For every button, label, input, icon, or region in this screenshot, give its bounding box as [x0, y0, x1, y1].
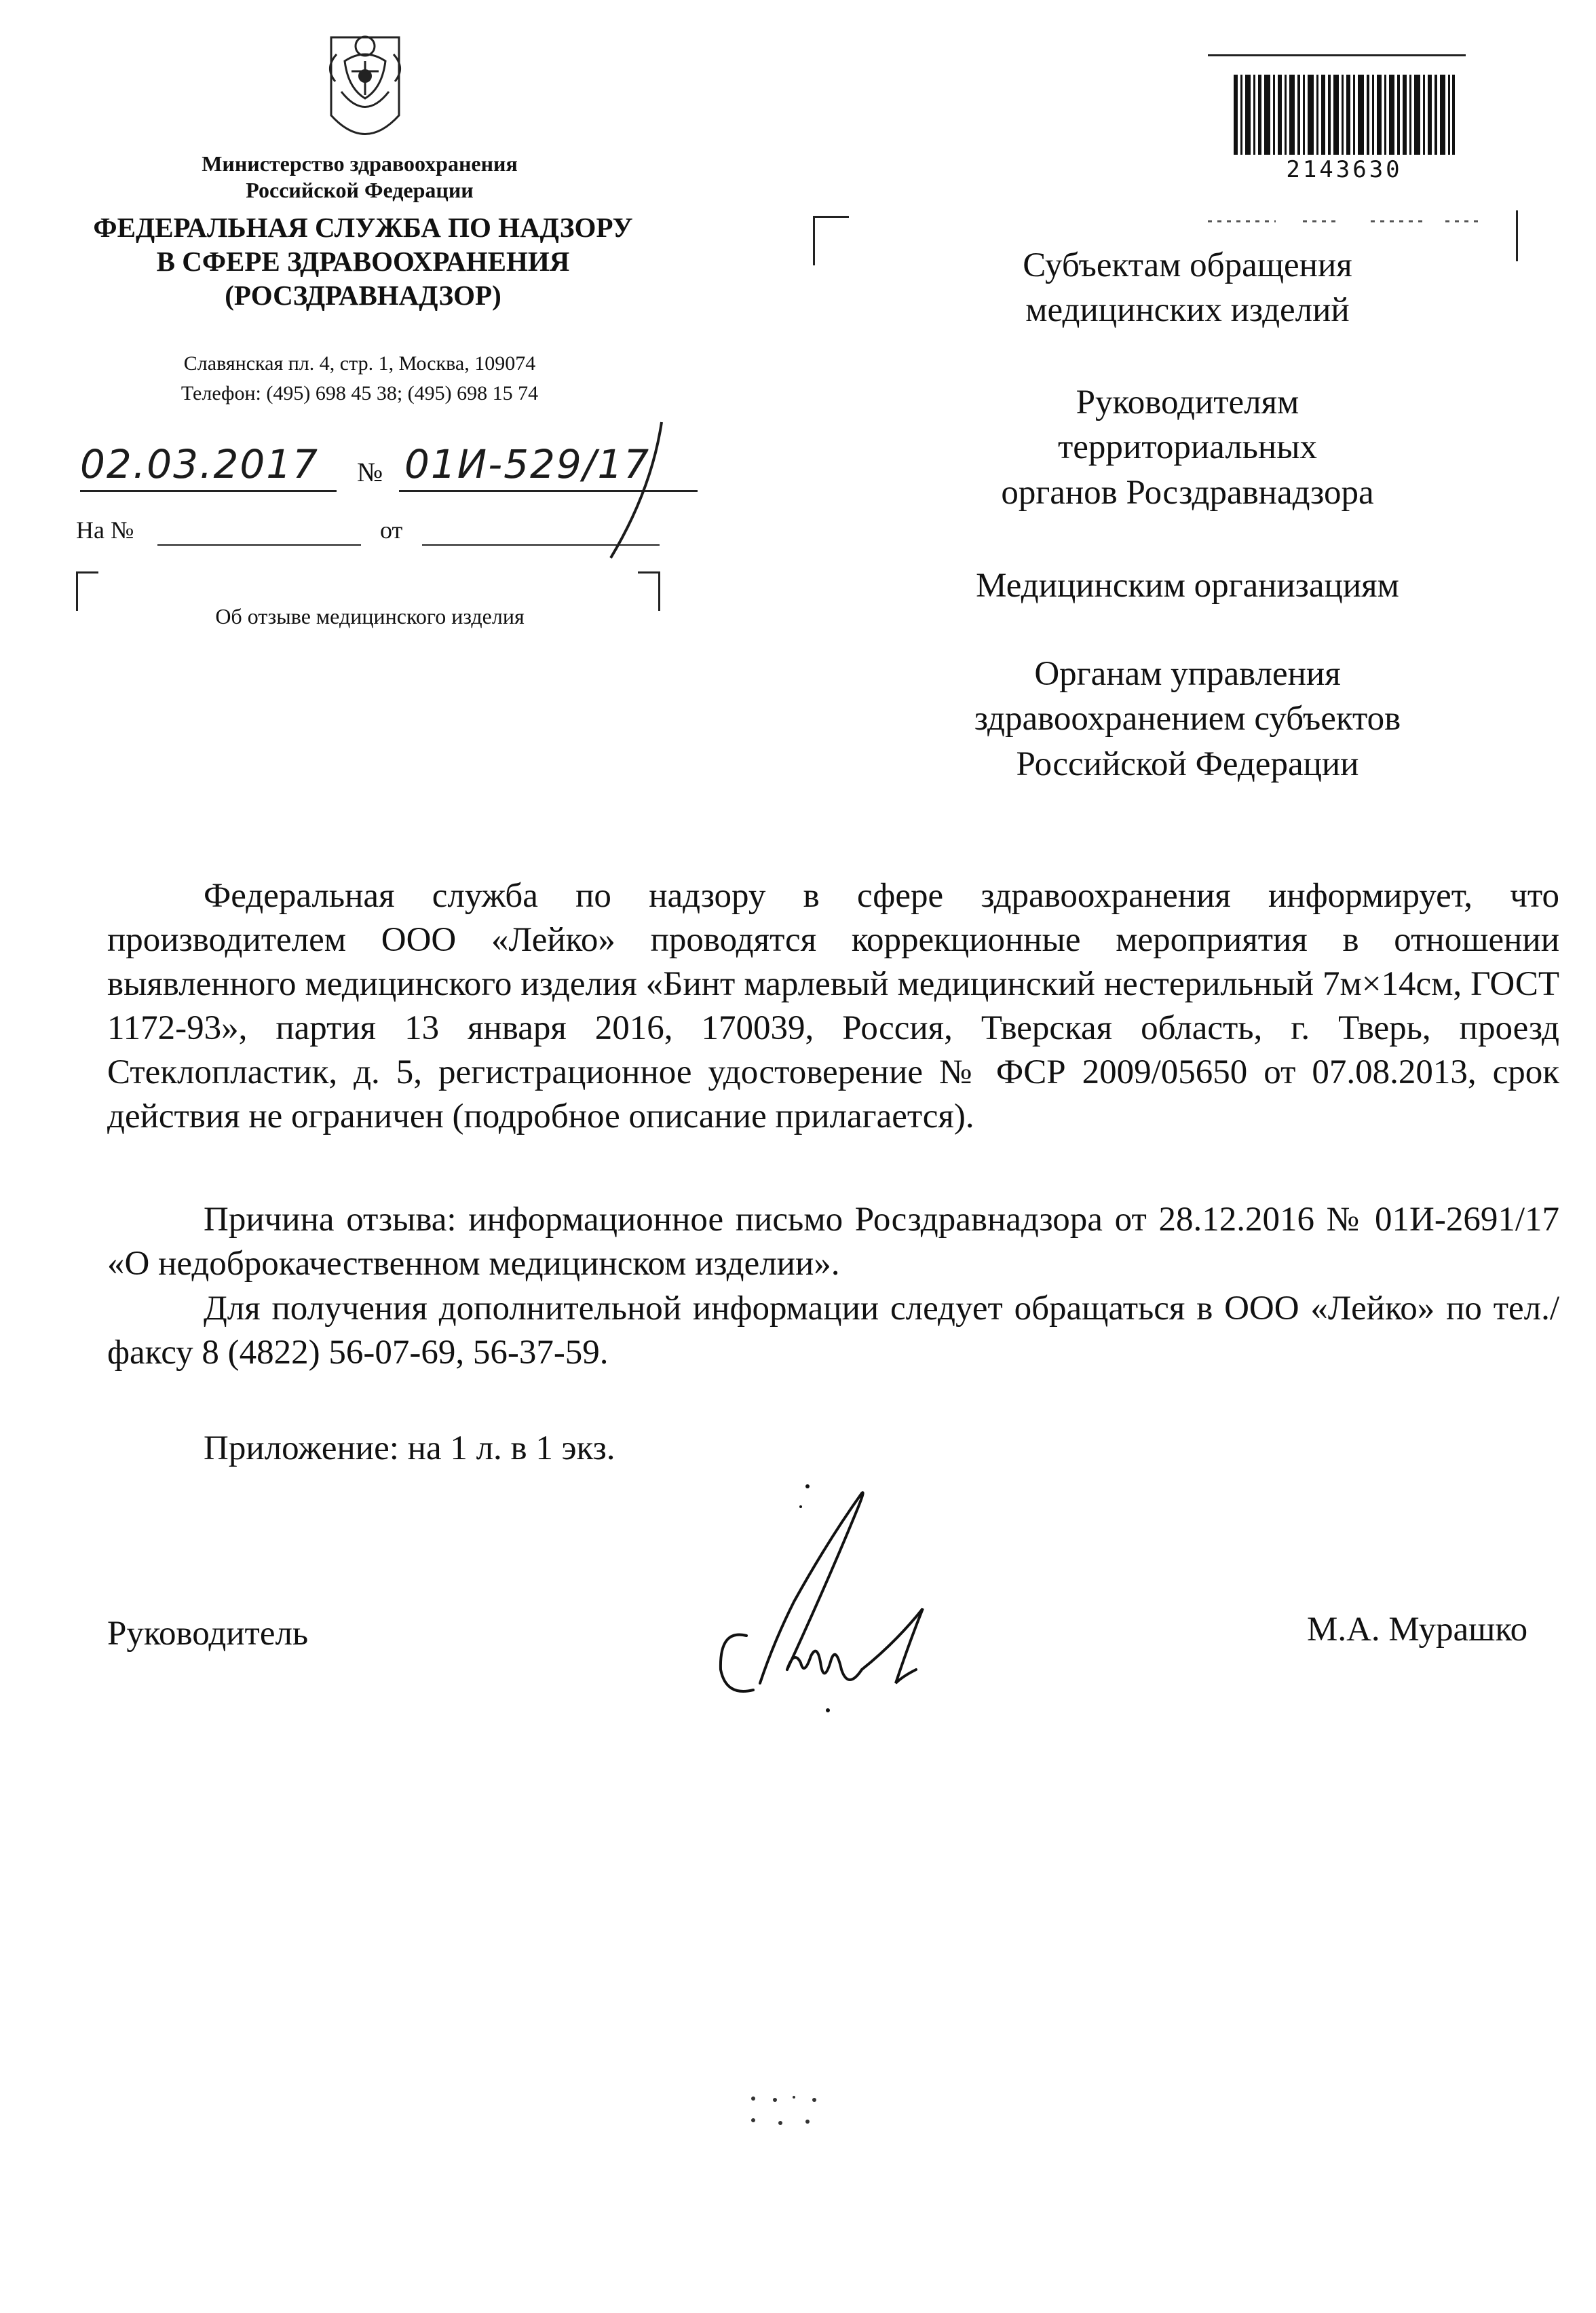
addressee-line: органов Росздравнадзора	[1001, 473, 1374, 512]
addressee-line: медицинских изделий	[1025, 291, 1350, 330]
reference-number-blank	[157, 544, 361, 546]
registration-date: 02.03.2017	[80, 441, 320, 487]
reference-date-blank	[422, 544, 660, 546]
barcode-top-rule	[1208, 54, 1466, 56]
body-paragraph-reason: Причина отзыва: информационное письмо Росздравнадзора от 28.12.2016 № 01И-2691/17 «О недоброкачественном медицинском изделии».	[107, 1201, 1559, 1283]
service-line-2: В СФЕРЕ ЗДРАВООХРАНЕНИЯ	[156, 246, 570, 278]
appendix-note: Приложение: на 1 л. в 1 экз.	[204, 1429, 615, 1467]
barcode-number: 2143630	[1286, 156, 1403, 183]
addressee-line: Руководителям	[1076, 383, 1299, 421]
letter-subject: Об отзыве медицинского изделия	[215, 604, 525, 628]
addressee-line: территориальных	[1058, 428, 1317, 467]
body-paragraph-contact: Для получения дополнительной информации следует обращаться в ООО «Лейко» по тел./факсу 8 (4822) 56-07-69, 56-37-59.	[107, 1290, 1559, 1372]
body-paragraph-notice: Федеральная служба по надзору в сфере здравоохранения информирует, что производителем ООО «Лейко» проводятся коррекционные мероприятия в отношении выявленного медицинского изделия «Бинт марлевый медицинский нестерильный 7м×14см, ГОСТ 1172-93», партия 13 января 2016, 170039, Россия, Тверская область, г. Тверь, проезд Стеклопластик, д. 5, регистрационное удостоверение № ФСР 2009/05650 от 07.08.2013, срок действия не ограничен (подробное описание прилагается).	[107, 877, 1559, 1135]
service-line-1: ФЕДЕРАЛЬНАЯ СЛУЖБА ПО НАДЗОРУ	[93, 212, 633, 243]
registration-number: 01И-529/17	[404, 441, 651, 487]
addressee-line: Органам управления	[1034, 655, 1341, 693]
ministry-line-2: Российской Федерации	[246, 178, 474, 203]
barcode-icon	[1234, 75, 1455, 155]
reference-row	[76, 516, 673, 557]
subject-corner-right	[638, 571, 660, 611]
addressee-line: здравоохранением субъектов	[974, 700, 1401, 738]
handwritten-signature	[692, 1466, 977, 1724]
coat-of-arms-emblem-icon	[304, 14, 426, 156]
addressee-group	[902, 652, 1472, 787]
addressee-line: Российской Федерации	[1016, 745, 1359, 783]
number-sign: №	[357, 457, 383, 487]
addressee-line: Субъектам обращения	[1023, 246, 1352, 284]
address-street: Славянская пл. 4, стр. 1, Москва, 109074	[183, 352, 536, 375]
signatory-title: Руководитель	[107, 1615, 309, 1653]
signatory-name: М.А. Мурашко	[1307, 1611, 1528, 1649]
addressee-corner-left	[813, 216, 849, 265]
reference-number-label: На №	[76, 516, 134, 544]
scan-specks	[740, 2090, 828, 2131]
date-underline	[80, 490, 337, 492]
addressee-corner-right	[1516, 210, 1518, 261]
ministry-name	[115, 151, 604, 204]
subject-corner-left	[76, 571, 98, 611]
ministry-line-1: Министерство здравоохранения	[202, 151, 518, 176]
addressee-group	[902, 563, 1472, 608]
addressee-group	[902, 380, 1472, 515]
address-phone: Телефон: (495) 698 45 38; (495) 698 15 74	[180, 381, 539, 405]
reference-date-label: от	[380, 516, 403, 544]
service-name	[64, 210, 662, 312]
service-line-3: (РОСЗДРАВНАДЗОР)	[225, 280, 501, 312]
addressee-line: Медицинским организациям	[976, 567, 1399, 605]
addressee-group	[902, 243, 1472, 333]
faint-scan-marks	[1208, 214, 1493, 228]
sender-address	[102, 349, 618, 408]
